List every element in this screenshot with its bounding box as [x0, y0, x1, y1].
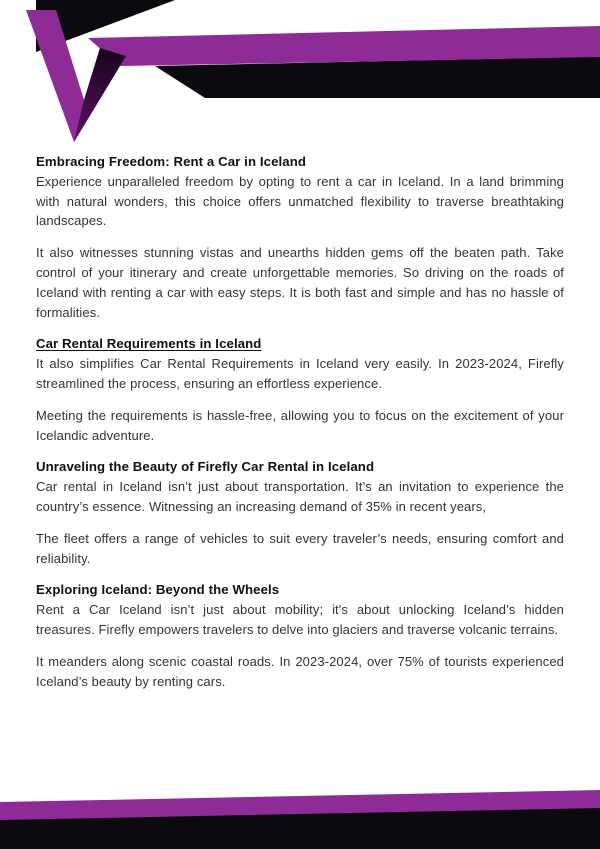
- paragraph: It meanders along scenic coastal roads. In 2023-2024, over 75% of tourists experienced Iceland’s beauty by renting cars.: [36, 653, 564, 689]
- header-decoration: [0, 0, 600, 150]
- section-car-rental-requirements: [36, 334, 564, 445]
- footer-decoration: [0, 789, 600, 849]
- paragraph: The fleet offers a range of vehicles to suit every traveler’s needs, ensuring comfort and reliability.: [36, 530, 564, 566]
- article-body: [36, 152, 564, 703]
- section-heading: Exploring Iceland: Beyond the Wheels: [36, 582, 280, 598]
- section-heading: Embracing Freedom: Rent a Car in Iceland: [36, 154, 307, 169]
- paragraph: It also simplifies Car Rental Requirements in Iceland very easily. In 2023-2024, Firefly streamlined the process, ensuring an effortless experience.: [36, 356, 564, 391]
- section-heading: Unraveling the Beauty of Firefly Car Rental in Iceland: [36, 459, 375, 475]
- paragraph: Experience unparalleled freedom by opting to rent a car in Iceland. In a land brimming with natural wonders, this choice offers unmatched flexibility to traverse breathtaking landscapes.: [36, 173, 564, 229]
- section-unraveling-beauty: [36, 457, 564, 568]
- paragraph: It also witnesses stunning vistas and unearths hidden gems off the beaten path. Take control of your itinerary and create unforgettable memories. So driving on the roads of Iceland with renting a car with easy steps. It is both fast and simple and has no hassle of formalities.: [36, 245, 564, 320]
- paragraph: Meeting the requirements is hassle-free, allowing you to focus on the excitement of your Icelandic adventure.: [36, 407, 564, 443]
- paragraph: Car rental in Iceland isn’t just about transportation. It’s an invitation to experience the country’s essence. Witnessing an increasing demand of 35% in recent years,: [36, 479, 564, 514]
- paragraph: Rent a Car Iceland isn’t just about mobility; it's about unlocking Iceland’s hidden treasures. Firefly empowers travelers to delve into glaciers and traverse volcanic terrains.: [36, 602, 564, 637]
- section-heading: Car Rental Requirements in Iceland: [36, 336, 262, 352]
- section-embracing-freedom: [36, 152, 564, 322]
- section-exploring-iceland: [36, 580, 564, 691]
